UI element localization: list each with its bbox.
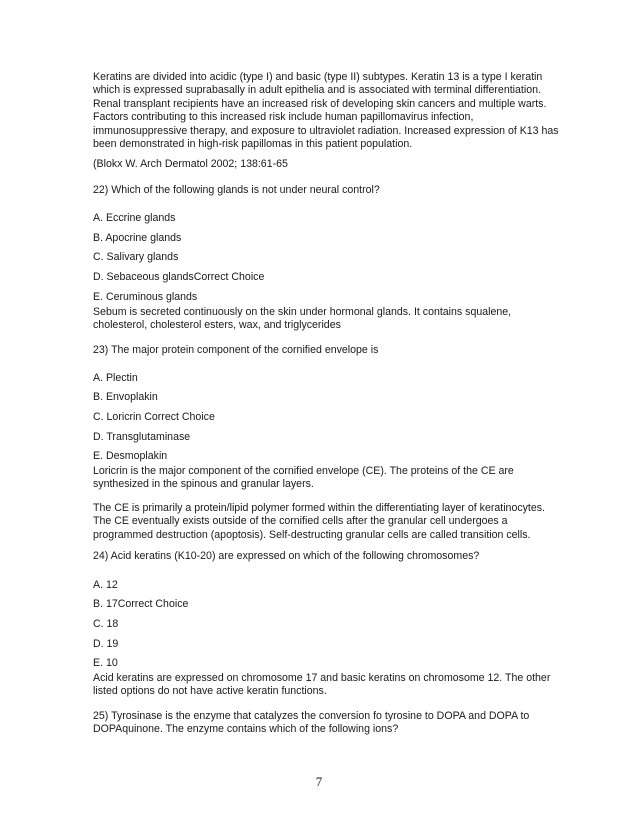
citation: (Blokx W. Arch Dermatol 2002; 138:61-65 (93, 158, 288, 170)
q22-option-b: B. Apocrine glands (93, 232, 182, 244)
q22-option-c: C. Salivary glands (93, 251, 179, 263)
q23-option-e: E. Desmoplakin (93, 450, 168, 462)
question-25: 25) Tyrosinase is the enzyme that catalyzes the conversion fo tyrosine to DOPA and DOPA to DOPAquinone. The enzyme contains which of the following ions? (93, 710, 530, 736)
q22-explanation: Sebum is secreted continuously on the skin under hormonal glands. It contains squalene, cholesterol, cholesterol esters, wax, and triglycerides (93, 306, 512, 332)
q22-option-d: D. Sebaceous glandsCorrect Choice (93, 271, 265, 283)
question-22: 22) Which of the following glands is not under neural control? (93, 184, 380, 196)
q24-option-b: B. 17Correct Choice (93, 598, 189, 610)
q23-explanation-2: The CE is primarily a protein/lipid polymer formed within the differentiating layer of keratinocytes. The CE eventually exists outside of the cornified cells after the granular cell undergoes a programmed destruction (apoptosis). Self-destructing granular cells are called transition cells. (93, 502, 546, 541)
question-24: 24) Acid keratins (K10-20) are expressed on which of the following chromosomes? (93, 550, 480, 562)
q24-explanation: Acid keratins are expressed on chromosome 17 and basic keratins on chromosome 12. The other listed options do not have active keratin functions. (93, 672, 551, 698)
q23-option-c: C. Loricrin Correct Choice (93, 411, 215, 423)
q24-option-d: D. 19 (93, 638, 119, 650)
q24-option-c: C. 18 (93, 618, 119, 630)
q22-option-a: A. Eccrine glands (93, 212, 176, 224)
question-23: 23) The major protein component of the cornified envelope is (93, 344, 379, 356)
q24-option-a: A. 12 (93, 579, 118, 591)
q23-option-d: D. Transglutaminase (93, 431, 191, 443)
q23-explanation: Loricrin is the major component of the cornified envelope (CE). The proteins of the CE are synthesized in the spinous and granular layers. (93, 465, 514, 491)
q24-option-e: E. 10 (93, 657, 118, 669)
q23-option-a: A. Plectin (93, 372, 138, 384)
intro-paragraph: Keratins are divided into acidic (type I) and basic (type II) subtypes. Keratin 13 is a type I keratin which is expressed suprabasally in adult epithelia and is associated with terminal differentiation. Renal transplant recipients have an increased risk of developing skin cancers and multiple warts. Factors contributing to this increased risk include human papillomavirus infection, immunosuppressive therapy, and exposure to ultraviolet radiation. Increased expression of K13 has been demonstrated in high-risk papillomas in this patient population. (93, 71, 559, 151)
q23-option-b: B. Envoplakin (93, 391, 158, 403)
page-number: 7 (315, 774, 323, 789)
q22-option-e: E. Ceruminous glands (93, 291, 198, 303)
